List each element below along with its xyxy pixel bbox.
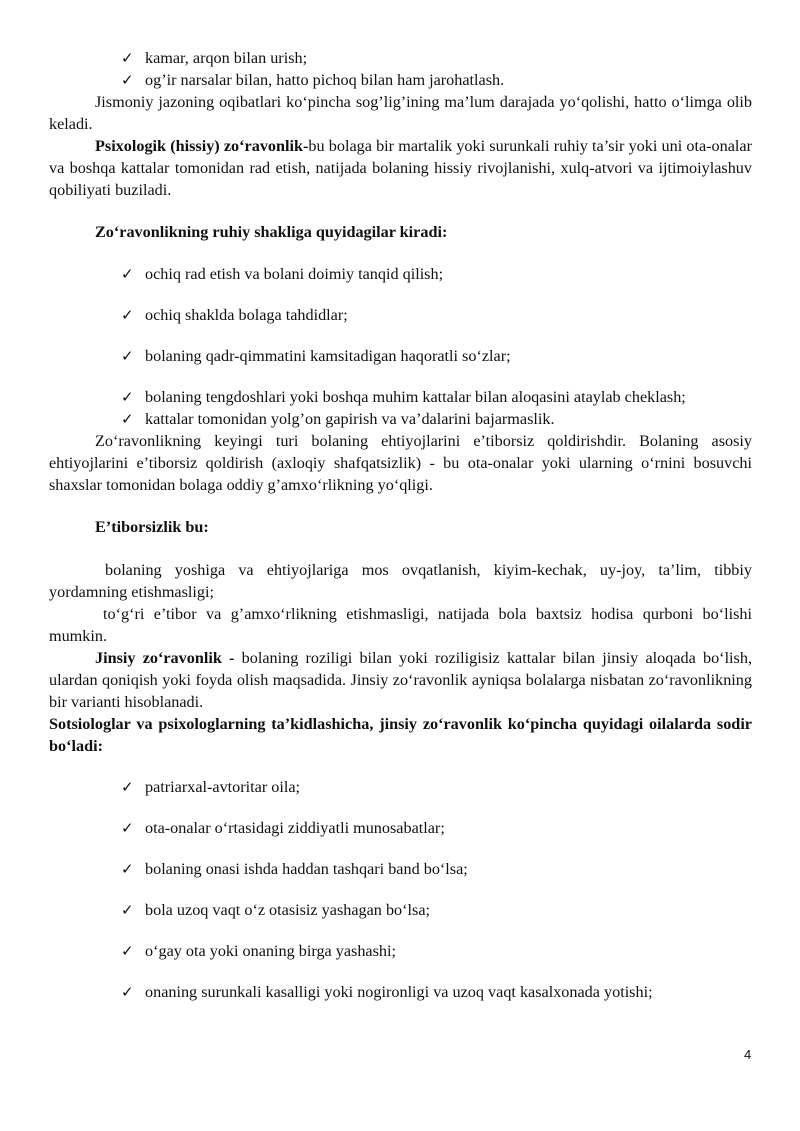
checkmark-icon: ✓ — [121, 942, 134, 960]
paragraph-psychological: Psixologik (hissiy) zo‘ravonlik-bu bolaga bir martalik yoki surunkali ruhiy ta’sir yoki uni ota-onalar va boshqa kattalar tomonidan rad etish, natijada bolaning hissiy rivojlanishi, xulq-atvori va ijtimoiylashuv qobiliyati buziladi. — [49, 137, 753, 199]
list-item: ✓ ochiq shaklda bolaga tahdidlar; — [121, 306, 348, 324]
checkmark-icon: ✓ — [121, 983, 134, 1001]
list-item: ✓ ota-onalar o‘rtasidagi ziddiyatli munosabatlar; — [121, 819, 445, 837]
heading-psych-forms: Zo‘ravonlikning ruhiy shakliga quyidagilar kiradi: — [95, 223, 448, 241]
term-psychological: Psixologik (hissiy) zo‘ravonlik- — [95, 137, 309, 155]
list-item: ✓ og’ir narsalar bilan, hatto pichoq bilan ham jarohatlash. — [121, 71, 505, 89]
paragraph-consequences: Jismoniy jazoning oqibatlari ko‘pincha sog’lig’ining ma’lum darajada yo‘qolishi, hatto o‘limga olib keladi. — [49, 93, 752, 133]
checkmark-icon: ✓ — [121, 901, 134, 919]
page-number: 4 — [744, 1047, 752, 1062]
checkmark-icon: ✓ — [121, 778, 134, 796]
list-item: ✓ kattalar tomonidan yolg’on gapirish va va’dalarini bajarmaslik. — [121, 410, 555, 428]
term-sexual: Jinsiy zo‘ravonlik - — [95, 649, 235, 667]
list-item: ✓ bolaning qadr-qimmatini kamsitadigan haqoratli so‘zlar; — [121, 347, 511, 365]
list-item: ✓ patriarxal-avtoritar oila; — [121, 778, 301, 796]
checkmark-icon: ✓ — [121, 347, 134, 365]
list-item: ✓ bolaning tengdoshlari yoki boshqa muhim kattalar bilan aloqasini ataylab cheklash; — [121, 388, 686, 406]
list-item: ✓ bolaning onasi ishda haddan tashqari band bo‘lsa; — [121, 860, 468, 878]
checkmark-icon: ✓ — [121, 71, 134, 89]
list-item: ✓ ochiq rad etish va bolani doimiy tanqid qilish; — [121, 265, 444, 283]
heading-neglect: E’tiborsizlik bu: — [95, 518, 209, 536]
document-page — [49, 47, 752, 1003]
list-item: ✓ o‘gay ota yoki onaning birga yashashi; — [121, 942, 397, 960]
checkmark-icon: ✓ — [121, 410, 134, 428]
checkmark-icon: ✓ — [121, 819, 134, 837]
list-item: ✓ bola uzoq vaqt o‘z otasisiz yashagan bo‘lsa; — [121, 901, 430, 919]
checkmark-icon: ✓ — [121, 265, 134, 283]
heading-sociologists: Sotsiologlar va psixologlarning ta’kidlashicha, jinsiy zo‘ravonlik ko‘pincha quyidagi oilalarda sodir bo‘ladi: — [49, 715, 752, 755]
checkmark-icon: ✓ — [121, 306, 134, 324]
paragraph-neglect: Zo‘ravonlikning keyingi turi bolaning ehtiyojlarini e’tiborsiz qoldirishdir. Bolaning asosiy ehtiyojlarini e’tiborsiz qoldirish (axloqiy shafqatsizlik) - bu ota-onalar yoki ularning o‘rnini bosuvchi shaxslar tomonidan bolaga oddiy g’amxo‘rlikning yo‘qligi. — [49, 432, 752, 494]
paragraph-neglect-item-1: bolaning yoshiga va ehtiyojlariga mos ovqatlanish, kiyim-kechak, uy-joy, ta’lim, tibbiy yordamning etishmasligi; — [49, 561, 752, 601]
list-item: ✓ kamar, arqon bilan urish; — [121, 49, 308, 67]
paragraph-sexual: Jinsiy zo‘ravonlik - bolaning roziligi bilan yoki roziligisiz kattalar bilan jinsiy aloqada bo‘lish, ulardan qoniqish yoki foyda olish maqsadida. Jinsiy zo‘ravonlik ayniqsa bolalarga nisbatan zo‘ravonlikning bir varianti hisoblanadi. — [49, 649, 752, 711]
paragraph-neglect-item-2: to‘g‘ri e’tibor va g’amxo‘rlikning etishmasligi, natijada bola baxtsiz hodisa qurboni bo‘lishi mumkin. — [49, 605, 752, 645]
checkmark-icon: ✓ — [121, 49, 134, 67]
checkmark-icon: ✓ — [121, 860, 134, 878]
checkmark-icon: ✓ — [121, 388, 134, 406]
list-item: ✓ onaning surunkali kasalligi yoki nogironligi va uzoq vaqt kasalxonada yotishi; — [121, 983, 653, 1001]
